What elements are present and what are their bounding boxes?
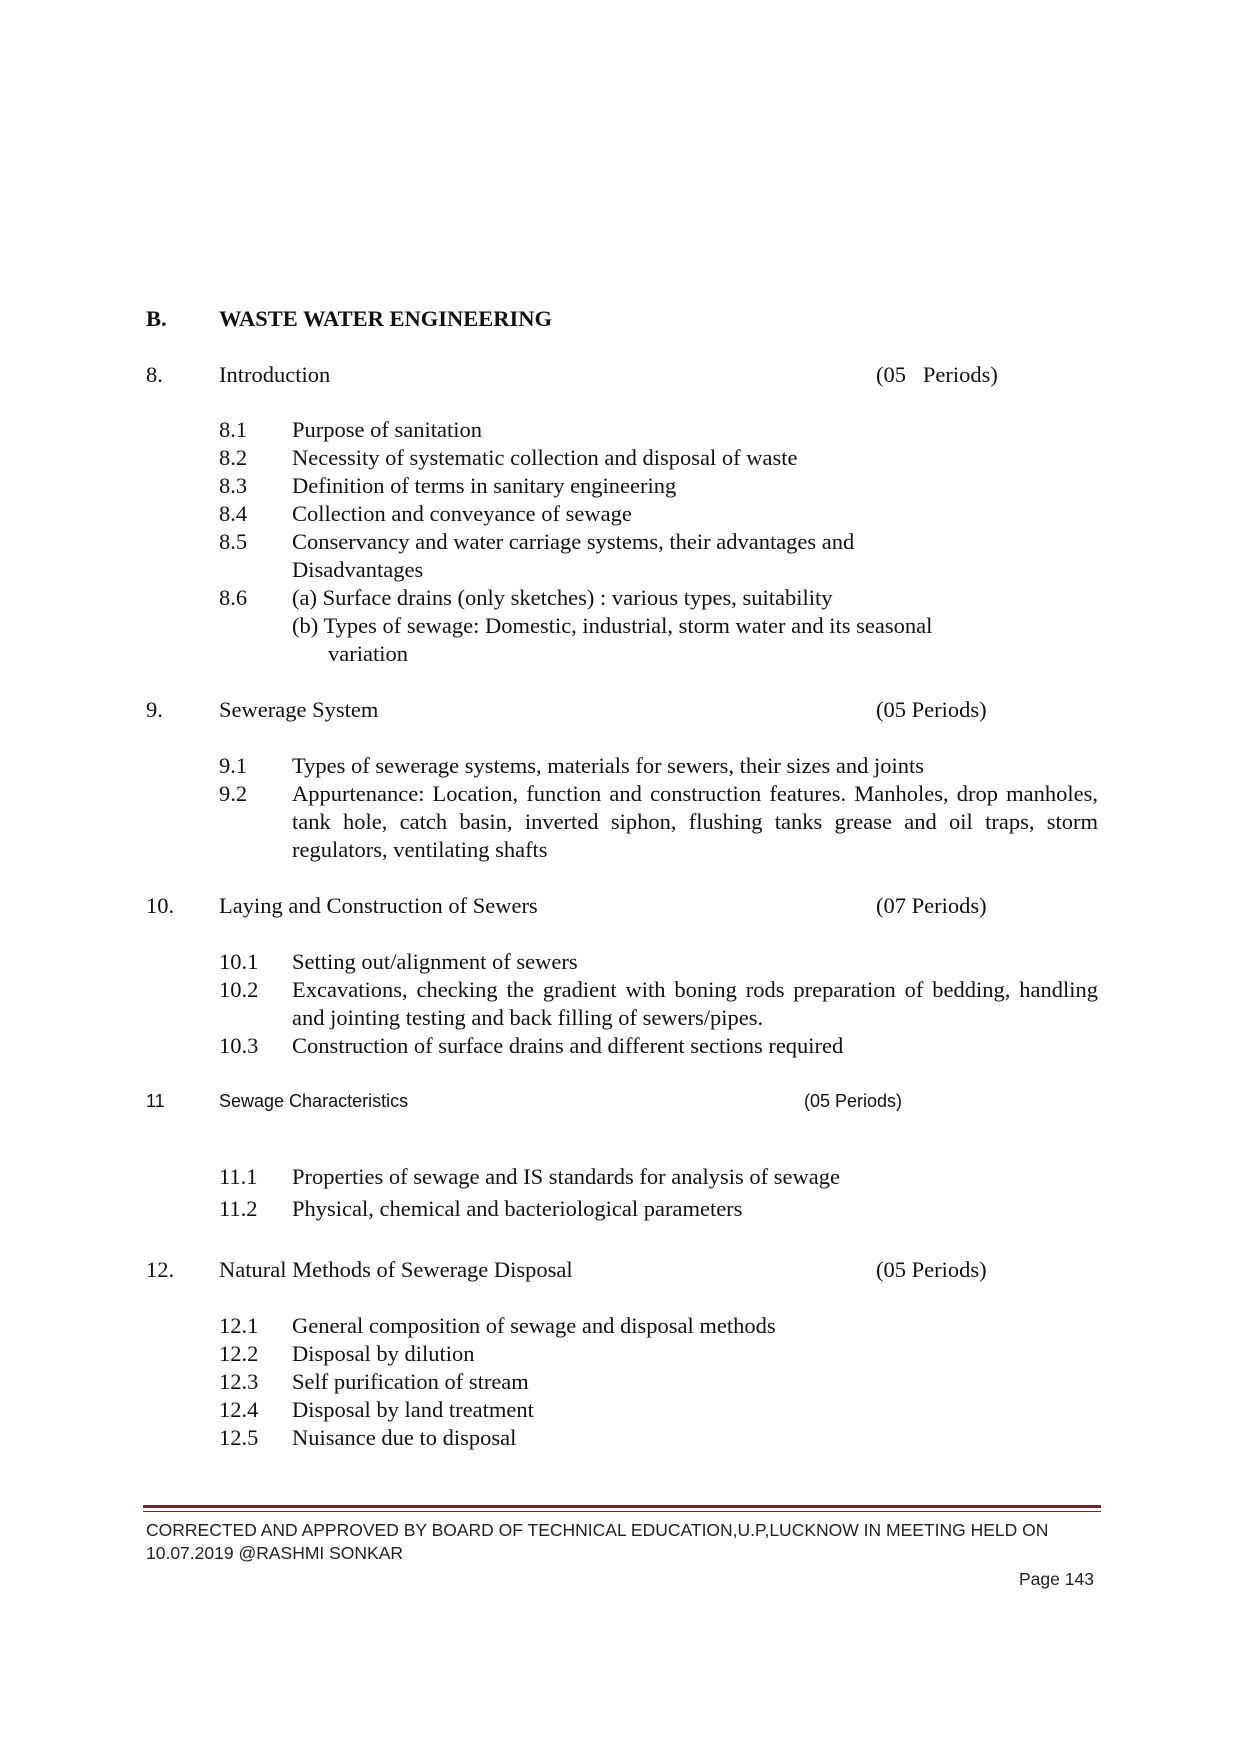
item-12-3-number: 12.3 <box>219 1369 259 1394</box>
item-8-6-text-a: (a) Surface drains (only sketches) : various types, suitability <box>292 585 833 610</box>
item-9-2-number: 9.2 <box>219 781 248 806</box>
item-12-5-number: 12.5 <box>219 1425 259 1450</box>
item-10-1-number: 10.1 <box>219 949 259 974</box>
item-9-2-text: Appurtenance: Location, function and construction features. Manholes, drop manholes, tank hole, catch basin, inverted siphon, flushing tanks grease and oil traps, storm regulators, ventilating shafts <box>292 781 1098 862</box>
item-10-3-text: Construction of surface drains and different sections required <box>292 1033 844 1058</box>
item-8-2-text: Necessity of systematic collection and disposal of waste <box>292 445 798 470</box>
item-11-2-number: 11.2 <box>219 1196 258 1221</box>
item-8-3-text: Definition of terms in sanitary engineering <box>292 473 677 498</box>
unit-10-periods: (07 Periods) <box>876 893 987 918</box>
item-10-3-number: 10.3 <box>219 1033 259 1058</box>
item-8-1-text: Purpose of sanitation <box>292 417 482 442</box>
unit-12-periods: (05 Periods) <box>876 1257 987 1282</box>
item-12-4-number: 12.4 <box>219 1397 259 1422</box>
page-number: Page 143 <box>1019 1569 1094 1589</box>
unit-8-title: Introduction <box>219 362 331 387</box>
item-8-4-number: 8.4 <box>219 501 248 526</box>
item-8-4-text: Collection and conveyance of sewage <box>292 501 632 526</box>
item-12-3-text: Self purification of stream <box>292 1369 529 1394</box>
unit-9-number: 9. <box>146 697 163 722</box>
unit-11-periods: (05 Periods) <box>804 1091 903 1111</box>
footer-rule-thick <box>143 1505 1101 1508</box>
item-8-1-number: 8.1 <box>219 417 248 442</box>
item-12-5-text: Nuisance due to disposal <box>292 1425 517 1450</box>
section-letter: B. <box>146 306 167 331</box>
unit-12-title: Natural Methods of Sewerage Disposal <box>219 1257 573 1282</box>
item-12-4-text: Disposal by land treatment <box>292 1397 534 1422</box>
unit-8-number: 8. <box>146 362 163 387</box>
item-8-3-number: 8.3 <box>219 473 248 498</box>
item-9-1-text: Types of sewerage systems, materials for sewers, their sizes and joints <box>292 753 924 778</box>
item-10-1-text: Setting out/alignment of sewers <box>292 949 578 974</box>
item-8-6-text-b: (b) Types of sewage: Domestic, industrial, storm water and its seasonal <box>292 613 933 638</box>
unit-9-title: Sewerage System <box>219 697 379 722</box>
item-12-1-text: General composition of sewage and disposal methods <box>292 1313 776 1338</box>
item-11-2-text: Physical, chemical and bacteriological parameters <box>292 1196 743 1221</box>
unit-8-periods: (05 Periods) <box>876 362 998 387</box>
unit-10-number: 10. <box>146 893 175 918</box>
item-11-1-text: Properties of sewage and IS standards for analysis of sewage <box>292 1164 840 1189</box>
item-8-2-number: 8.2 <box>219 445 248 470</box>
footer-date-author: 10.07.2019 @RASHMI SONKAR <box>146 1543 404 1563</box>
unit-11-number: 11 <box>146 1091 165 1111</box>
item-10-2-number: 10.2 <box>219 977 259 1002</box>
item-9-1-number: 9.1 <box>219 753 248 778</box>
item-12-2-text: Disposal by dilution <box>292 1341 475 1366</box>
item-11-1-number: 11.1 <box>219 1164 258 1189</box>
item-8-5-number: 8.5 <box>219 529 248 554</box>
item-8-6-text-b-cont: variation <box>328 641 408 666</box>
unit-12-number: 12. <box>146 1257 175 1282</box>
item-8-6-number: 8.6 <box>219 585 248 610</box>
item-12-1-number: 12.1 <box>219 1313 259 1338</box>
unit-9-periods: (05 Periods) <box>876 697 987 722</box>
section-title: WASTE WATER ENGINEERING <box>219 306 553 331</box>
footer-rule-thin <box>143 1511 1101 1512</box>
footer-approval-line: CORRECTED AND APPROVED BY BOARD OF TECHNICAL EDUCATION,U.P,LUCKNOW IN MEETING HELD ON <box>146 1520 1049 1540</box>
item-8-5-text-cont: Disadvantages <box>292 557 424 582</box>
unit-11-title: Sewage Characteristics <box>219 1091 409 1111</box>
item-10-2-text: Excavations, checking the gradient with boning rods preparation of bedding, handling and jointing testing and back filling of sewers/pipes. <box>292 977 1098 1030</box>
item-8-5-text: Conservancy and water carriage systems, their advantages and <box>292 529 855 554</box>
item-12-2-number: 12.2 <box>219 1341 259 1366</box>
unit-10-title: Laying and Construction of Sewers <box>219 893 538 918</box>
